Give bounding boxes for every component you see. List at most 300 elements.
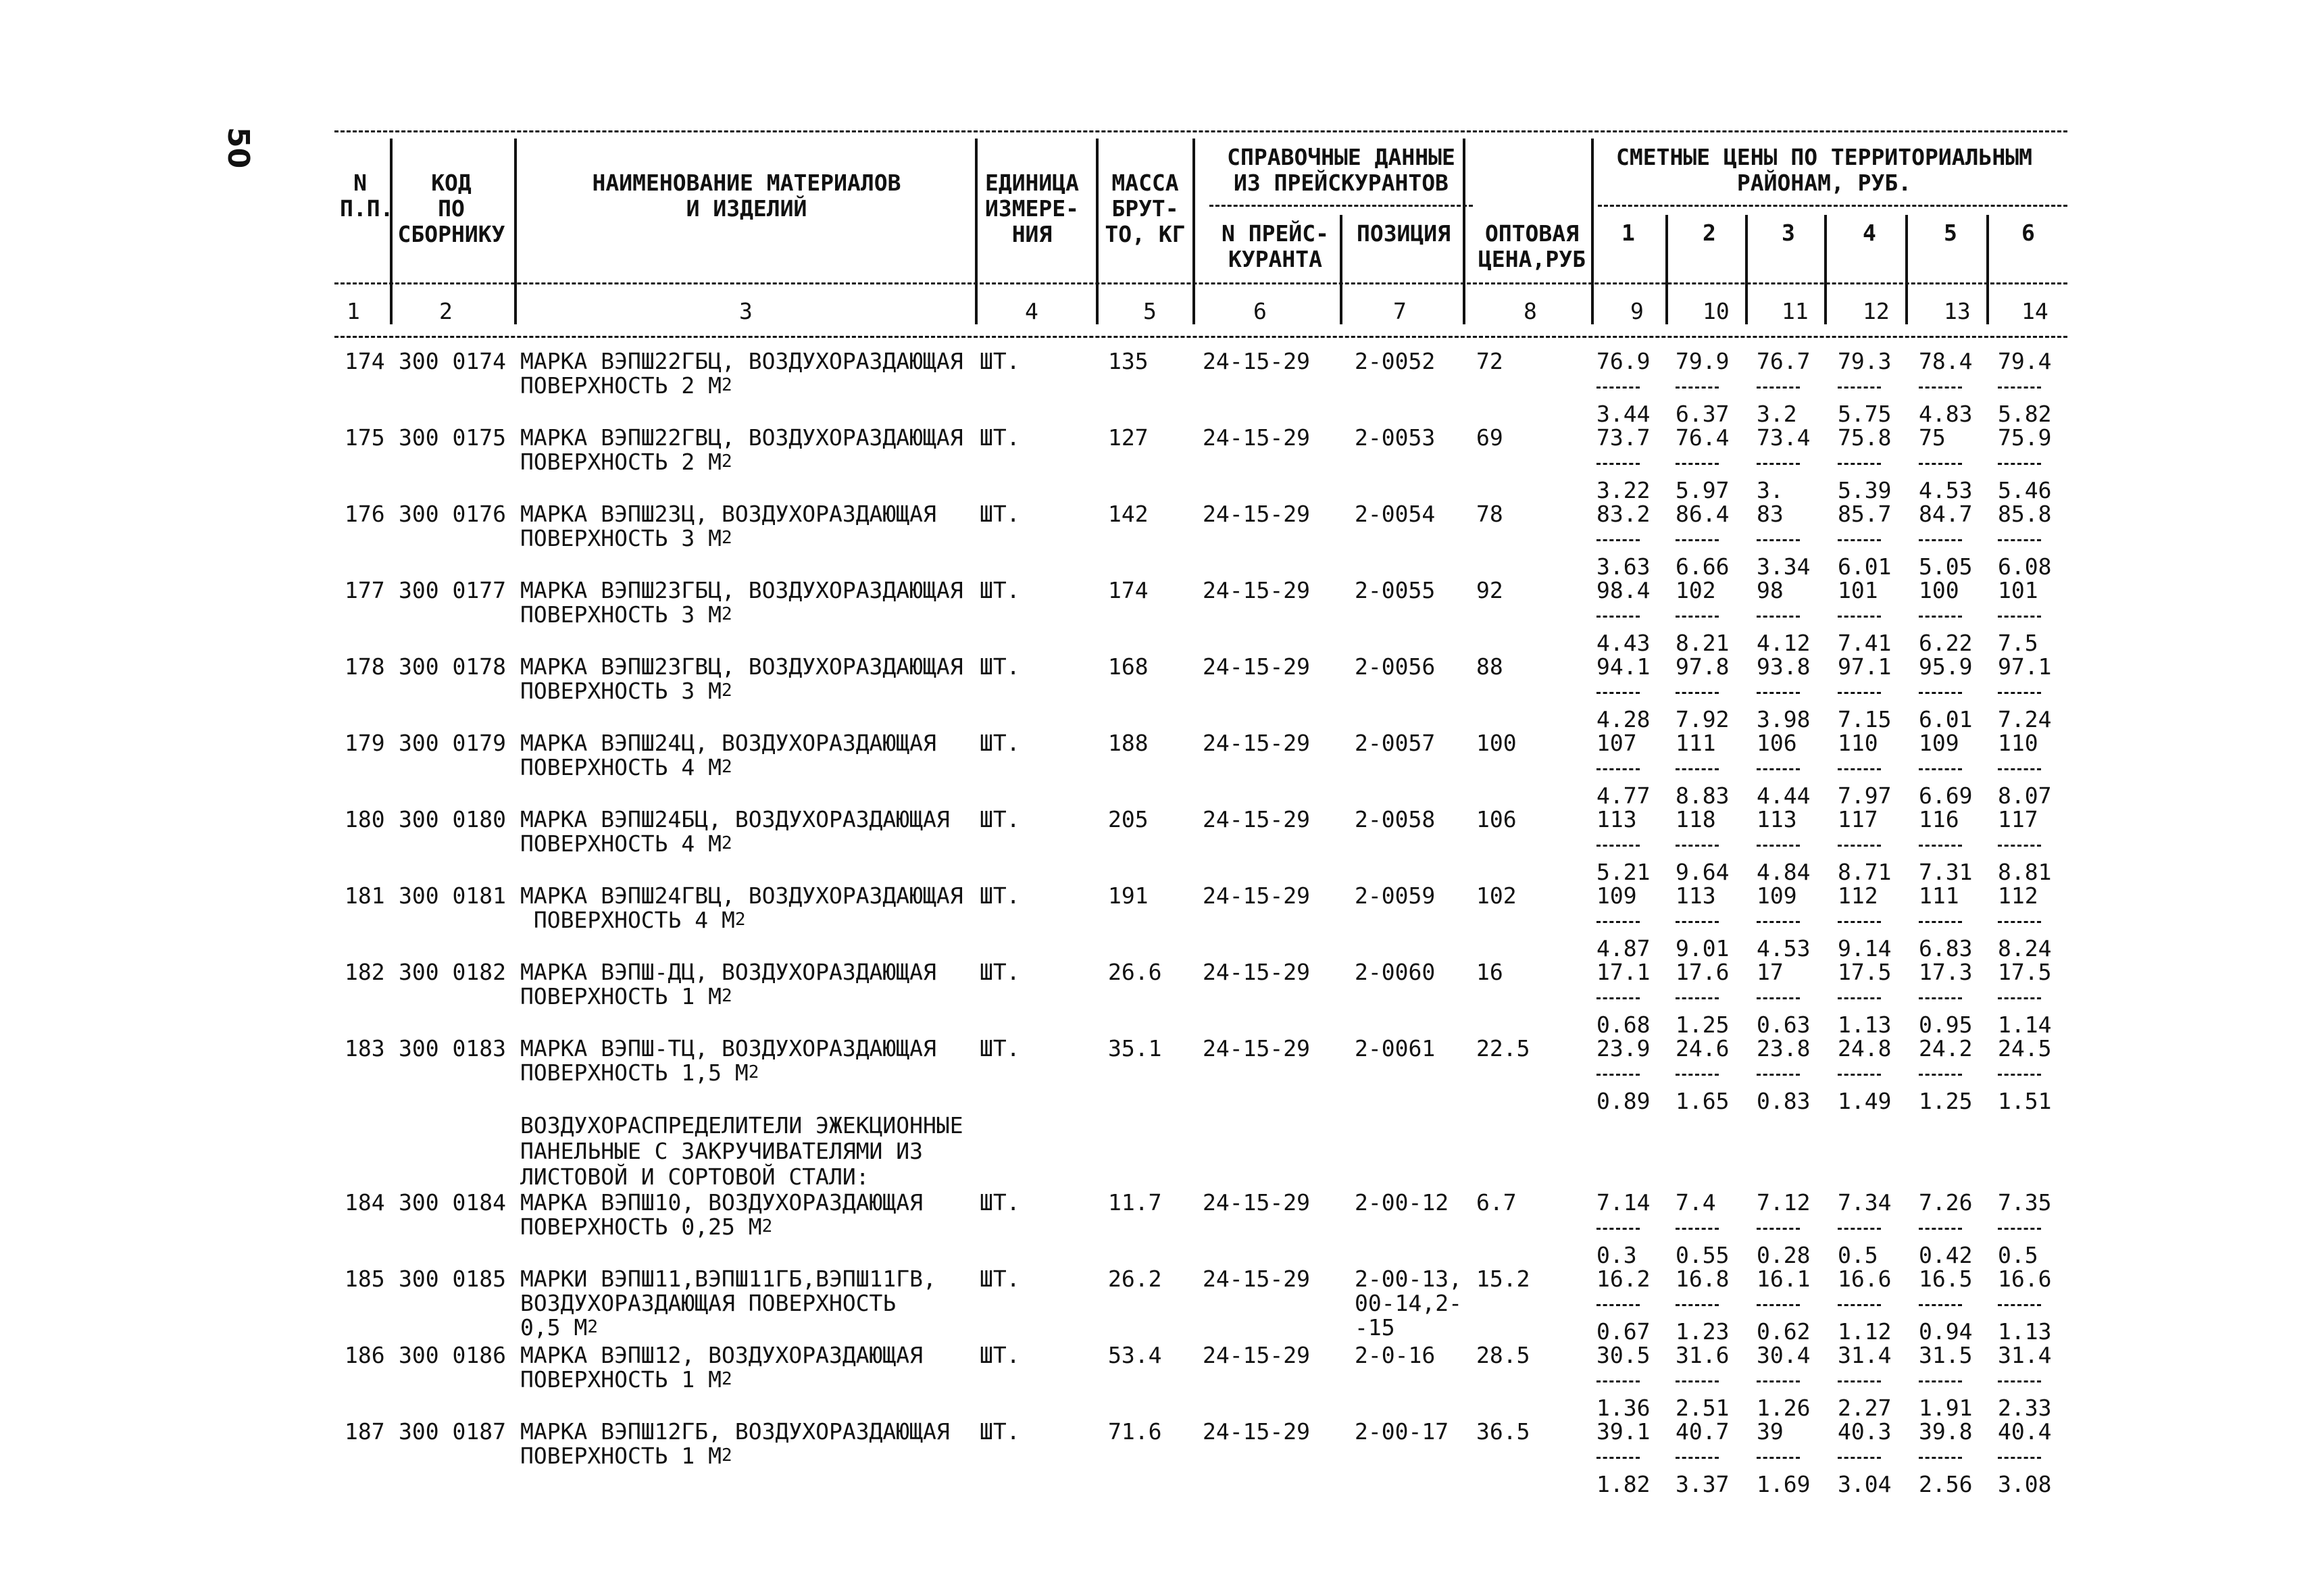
row-wholesale-price: 28.5: [1476, 1342, 1530, 1368]
fraction-line: [1998, 845, 2041, 847]
row-unit: ШТ.: [980, 1342, 1020, 1368]
row-wholesale-price: 72: [1476, 348, 1503, 374]
header-district: 6: [2021, 220, 2035, 246]
price-denominator: 8.81: [1998, 859, 2052, 885]
row-number: 187: [345, 1418, 385, 1445]
fraction-line: [1998, 1304, 2041, 1306]
column-number: 6: [1253, 298, 1267, 324]
row-number: 186: [345, 1342, 385, 1368]
fraction-line: [1596, 463, 1640, 465]
row-mass: 174: [1108, 577, 1149, 603]
column-number: 3: [739, 298, 753, 324]
fraction-line: [1676, 845, 1719, 847]
price-numerator: 16.1: [1757, 1266, 1811, 1292]
price-denominator: 6.08: [1998, 553, 2052, 580]
fraction-line: [1838, 692, 1881, 694]
column-number: 2: [439, 298, 453, 324]
price-numerator: 113: [1757, 806, 1797, 832]
fraction-line: [1998, 692, 2041, 694]
header-reference: СПРАВОЧНЫЕ ДАННЫЕ ИЗ ПРЕЙСКУРАНТОВ: [1227, 144, 1455, 196]
row-code: 300 0183: [399, 1035, 506, 1062]
price-numerator: 109: [1919, 730, 1959, 756]
fraction-line: [1596, 539, 1640, 541]
fraction-line: [1757, 997, 1800, 999]
row-name: МАРКА ВЭПШ24Ц, ВОЗДУХОРАЗДАЮЩАЯ: [520, 730, 936, 756]
row-wholesale-price: 92: [1476, 577, 1503, 603]
row-name-cont: ПОВЕРХНОСТЬ 3 $М^2$: [520, 601, 732, 628]
fraction-line: [1757, 539, 1800, 541]
price-numerator: 85.8: [1998, 501, 2052, 527]
rule-header-bottom: [334, 282, 2067, 284]
price-denominator: 1.49: [1838, 1088, 1892, 1114]
price-numerator: 7.35: [1998, 1189, 2052, 1216]
fraction-line: [1596, 692, 1640, 694]
fraction-line: [1676, 1228, 1719, 1230]
row-name: МАРКА ВЭПШ-ДЦ, ВОЗДУХОРАЗДАЮЩАЯ: [520, 959, 936, 985]
row-unit: ШТ.: [980, 424, 1020, 451]
price-numerator: 101: [1838, 577, 1878, 603]
row-code: 300 0182: [399, 959, 506, 985]
price-denominator: 9.14: [1838, 935, 1892, 962]
price-numerator: 31.4: [1998, 1342, 2052, 1368]
price-denominator: 1.82: [1596, 1471, 1651, 1497]
price-denominator: 0.83: [1757, 1088, 1811, 1114]
price-numerator: 39.1: [1596, 1418, 1651, 1445]
header-code: КОД ПО СБОРНИКУ: [397, 170, 505, 247]
fraction-line: [1998, 768, 2041, 770]
price-denominator: 8.07: [1998, 782, 2052, 809]
row-code: 300 0186: [399, 1342, 506, 1368]
price-denominator: 0.67: [1596, 1318, 1651, 1345]
price-denominator: 8.21: [1676, 630, 1730, 656]
price-denominator: 6.22: [1919, 630, 1973, 656]
row-unit: ШТ.: [980, 959, 1020, 985]
fraction-line: [1838, 616, 1881, 618]
row-unit: ШТ.: [980, 730, 1020, 756]
price-numerator: 17.6: [1676, 959, 1730, 985]
fraction-line: [1757, 845, 1800, 847]
price-denominator: 1.13: [1998, 1318, 2052, 1345]
row-mass: 191: [1108, 882, 1149, 909]
fraction-line: [1676, 539, 1719, 541]
price-denominator: 3.63: [1596, 553, 1651, 580]
price-denominator: 0.62: [1757, 1318, 1811, 1345]
price-denominator: 8.24: [1998, 935, 2052, 962]
row-wholesale-price: 78: [1476, 501, 1503, 527]
fraction-line: [1998, 921, 2041, 923]
price-numerator: 79.3: [1838, 348, 1892, 374]
row-position-cont: 00-14,2-: [1355, 1290, 1462, 1316]
price-numerator: 79.9: [1676, 348, 1730, 374]
fraction-line: [1596, 1074, 1640, 1076]
price-numerator: 75.9: [1998, 424, 2052, 451]
price-denominator: 1.14: [1998, 1012, 2052, 1038]
price-numerator: 98.4: [1596, 577, 1651, 603]
price-numerator: 84.7: [1919, 501, 1973, 527]
fraction-line: [1998, 997, 2041, 999]
row-mass: 26.2: [1108, 1266, 1162, 1292]
fraction-line: [1676, 463, 1719, 465]
fraction-line: [1676, 768, 1719, 770]
header-district: 5: [1944, 220, 1957, 246]
fraction-line: [1838, 921, 1881, 923]
fraction-line: [1919, 463, 1962, 465]
row-name-cont: ПОВЕРХНОСТЬ 2 $М^2$: [520, 372, 732, 399]
price-denominator: 2.51: [1676, 1395, 1730, 1421]
row-price-list: 24-15-29: [1203, 959, 1310, 985]
row-name: МАРКА ВЭПШ22ГБЦ, ВОЗДУХОРАЗДАЮЩАЯ: [520, 348, 963, 374]
fraction-line: [1919, 1228, 1962, 1230]
header-estimated-prices: СМЕТНЫЕ ЦЕНЫ ПО ТЕРРИТОРИАЛЬНЫМ РАЙОНАМ, РУБ.: [1616, 144, 2032, 196]
row-name-cont: ПОВЕРХНОСТЬ 4 $М^2$: [520, 754, 732, 780]
price-denominator: 3.37: [1676, 1471, 1730, 1497]
fraction-line: [1998, 539, 2041, 541]
price-denominator: 3.04: [1838, 1471, 1892, 1497]
column-divider: [1591, 139, 1594, 324]
fraction-line: [1757, 692, 1800, 694]
row-mass: 26.6: [1108, 959, 1162, 985]
price-numerator: 73.7: [1596, 424, 1651, 451]
price-denominator: 1.26: [1757, 1395, 1811, 1421]
fraction-line: [1676, 616, 1719, 618]
header-district: 4: [1863, 220, 1876, 246]
fraction-line: [1998, 1074, 2041, 1076]
fraction-line: [1919, 539, 1962, 541]
row-name-cont: 0,5 $М^2$: [520, 1314, 598, 1341]
price-denominator: 4.83: [1919, 401, 1973, 427]
column-number: 9: [1630, 298, 1644, 324]
row-name-cont: ВОЗДУХОРАЗДАЮЩАЯ ПОВЕРХНОСТЬ: [520, 1290, 897, 1316]
row-name-cont: ПОВЕРХНОСТЬ 4 $М^2$: [520, 830, 732, 857]
price-numerator: 76.9: [1596, 348, 1651, 374]
fraction-line: [1757, 921, 1800, 923]
fraction-line: [1838, 1380, 1881, 1382]
price-denominator: 4.44: [1757, 782, 1811, 809]
column-divider: [390, 139, 393, 324]
price-denominator: 4.53: [1757, 935, 1811, 962]
price-numerator: 7.26: [1919, 1189, 1973, 1216]
row-price-list: 24-15-29: [1203, 1342, 1310, 1368]
price-denominator: 6.01: [1838, 553, 1892, 580]
fraction-line: [1919, 386, 1962, 389]
row-name-cont: ПОВЕРХНОСТЬ 0,25 $М^2$: [520, 1214, 773, 1240]
column-divider: [1096, 139, 1099, 324]
fraction-line: [1838, 1228, 1881, 1230]
rule-reference: [1209, 205, 1473, 207]
row-number: 179: [345, 730, 385, 756]
price-denominator: 1.13: [1838, 1012, 1892, 1038]
price-denominator: 3.44: [1596, 401, 1651, 427]
row-name-cont: ПОВЕРХНОСТЬ 1,5 $М^2$: [520, 1059, 759, 1086]
column-divider: [1745, 215, 1748, 324]
row-price-list: 24-15-29: [1203, 1189, 1310, 1216]
price-numerator: 16.6: [1998, 1266, 2052, 1292]
row-mass: 53.4: [1108, 1342, 1162, 1368]
row-position: 2-0055: [1355, 577, 1436, 603]
row-unit: ШТ.: [980, 577, 1020, 603]
price-denominator: 5.21: [1596, 859, 1651, 885]
price-numerator: 76.4: [1676, 424, 1730, 451]
price-numerator: 95.9: [1919, 653, 1973, 680]
fraction-line: [1676, 1457, 1719, 1459]
column-divider: [1986, 215, 1989, 324]
fraction-line: [1757, 386, 1800, 389]
header-price-list: N ПРЕЙС- КУРАНТА: [1222, 220, 1329, 272]
header-district: 3: [1782, 220, 1795, 246]
row-unit: ШТ.: [980, 882, 1020, 909]
fraction-line: [1757, 1228, 1800, 1230]
fraction-line: [1676, 1380, 1719, 1382]
fraction-line: [1676, 1304, 1719, 1306]
row-position: 2-00-12: [1355, 1189, 1449, 1216]
header-mass: МАССА БРУТ- ТО, КГ: [1105, 170, 1186, 247]
row-number: 183: [345, 1035, 385, 1062]
row-mass: 135: [1108, 348, 1149, 374]
price-numerator: 31.6: [1676, 1342, 1730, 1368]
price-numerator: 97.1: [1998, 653, 2052, 680]
row-mass: 11.7: [1108, 1189, 1162, 1216]
price-denominator: 1.25: [1919, 1088, 1973, 1114]
row-unit: ШТ.: [980, 348, 1020, 374]
fraction-line: [1919, 616, 1962, 618]
fraction-line: [1757, 1074, 1800, 1076]
row-number: 178: [345, 653, 385, 680]
row-position: 2-0059: [1355, 882, 1436, 909]
price-numerator: 113: [1596, 806, 1637, 832]
price-denominator: 3.: [1757, 477, 1784, 503]
fraction-line: [1596, 1304, 1640, 1306]
row-position: 2-0058: [1355, 806, 1436, 832]
rule-column-numbers: [334, 336, 2067, 338]
price-numerator: 100: [1919, 577, 1959, 603]
price-denominator: 7.31: [1919, 859, 1973, 885]
row-code: 300 0187: [399, 1418, 506, 1445]
row-unit: ШТ.: [980, 1266, 1020, 1292]
fraction-line: [1838, 539, 1881, 541]
price-denominator: 4.53: [1919, 477, 1973, 503]
price-denominator: 3.08: [1998, 1471, 2052, 1497]
price-denominator: 2.33: [1998, 1395, 2052, 1421]
price-denominator: 2.27: [1838, 1395, 1892, 1421]
price-denominator: 0.3: [1596, 1242, 1637, 1268]
column-divider: [975, 139, 978, 324]
price-numerator: 109: [1757, 882, 1797, 909]
header-position: ПОЗИЦИЯ: [1356, 220, 1451, 247]
row-wholesale-price: 69: [1476, 424, 1503, 451]
column-number: 7: [1393, 298, 1407, 324]
price-numerator: 76.7: [1757, 348, 1811, 374]
price-numerator: 30.5: [1596, 1342, 1651, 1368]
row-number: 176: [345, 501, 385, 527]
fraction-line: [1757, 1304, 1800, 1306]
price-denominator: 4.28: [1596, 706, 1651, 732]
price-numerator: 109: [1596, 882, 1637, 909]
row-number: 185: [345, 1266, 385, 1292]
price-numerator: 83: [1757, 501, 1784, 527]
fraction-line: [1919, 1074, 1962, 1076]
price-denominator: 5.75: [1838, 401, 1892, 427]
fraction-line: [1998, 386, 2041, 389]
price-numerator: 31.4: [1838, 1342, 1892, 1368]
fraction-line: [1596, 1228, 1640, 1230]
row-code: 300 0174: [399, 348, 506, 374]
price-numerator: 16.8: [1676, 1266, 1730, 1292]
row-mass: 127: [1108, 424, 1149, 451]
price-denominator: 3.98: [1757, 706, 1811, 732]
row-code: 300 0175: [399, 424, 506, 451]
price-numerator: 17.5: [1998, 959, 2052, 985]
row-wholesale-price: 16: [1476, 959, 1503, 985]
price-numerator: 24.8: [1838, 1035, 1892, 1062]
row-name-cont: ПОВЕРХНОСТЬ 3 $М^2$: [520, 525, 732, 551]
row-number: 181: [345, 882, 385, 909]
row-mass: 168: [1108, 653, 1149, 680]
price-denominator: 0.63: [1757, 1012, 1811, 1038]
fraction-line: [1919, 1457, 1962, 1459]
row-position: 2-0053: [1355, 424, 1436, 451]
fraction-line: [1919, 768, 1962, 770]
row-position: 2-0-16: [1355, 1342, 1436, 1368]
row-price-list: 24-15-29: [1203, 806, 1310, 832]
price-denominator: 7.5: [1998, 630, 2038, 656]
row-price-list: 24-15-29: [1203, 424, 1310, 451]
price-denominator: 0.55: [1676, 1242, 1730, 1268]
price-denominator: 4.77: [1596, 782, 1651, 809]
row-position: 2-0061: [1355, 1035, 1436, 1062]
price-numerator: 40.7: [1676, 1418, 1730, 1445]
price-numerator: 7.34: [1838, 1189, 1892, 1216]
price-numerator: 17.1: [1596, 959, 1651, 985]
price-denominator: 1.91: [1919, 1395, 1973, 1421]
row-name: МАРКИ ВЭПШ11,ВЭПШ11ГБ,ВЭПШ11ГВ,: [520, 1266, 936, 1292]
price-numerator: 112: [1838, 882, 1878, 909]
row-code: 300 0176: [399, 501, 506, 527]
price-denominator: 0.68: [1596, 1012, 1651, 1038]
row-mass: 188: [1108, 730, 1149, 756]
fraction-line: [1676, 1074, 1719, 1076]
row-unit: ШТ.: [980, 1189, 1020, 1216]
price-numerator: 102: [1676, 577, 1716, 603]
price-denominator: 4.12: [1757, 630, 1811, 656]
row-mass: 205: [1108, 806, 1149, 832]
row-price-list: 24-15-29: [1203, 577, 1310, 603]
price-denominator: 7.24: [1998, 706, 2052, 732]
fraction-line: [1919, 845, 1962, 847]
price-denominator: 5.05: [1919, 553, 1973, 580]
price-numerator: 17: [1757, 959, 1784, 985]
row-name-cont: ПОВЕРХНОСТЬ 4 $М^2$: [520, 907, 746, 933]
price-denominator: 3.2: [1757, 401, 1797, 427]
fraction-line: [1838, 997, 1881, 999]
row-name: МАРКА ВЭПШ10, ВОЗДУХОРАЗДАЮЩАЯ: [520, 1189, 924, 1216]
fraction-line: [1596, 845, 1640, 847]
price-denominator: 3.22: [1596, 477, 1651, 503]
row-wholesale-price: 106: [1476, 806, 1517, 832]
price-denominator: 3.34: [1757, 553, 1811, 580]
row-name: МАРКА ВЭПШ24ГВЦ, ВОЗДУХОРАЗДАЮЩАЯ: [520, 882, 963, 909]
row-code: 300 0184: [399, 1189, 506, 1216]
row-price-list: 24-15-29: [1203, 1418, 1310, 1445]
row-code: 300 0180: [399, 806, 506, 832]
row-wholesale-price: 22.5: [1476, 1035, 1530, 1062]
row-name: МАРКА ВЭПШ23ГБЦ, ВОЗДУХОРАЗДАЮЩАЯ: [520, 577, 963, 603]
row-wholesale-price: 102: [1476, 882, 1517, 909]
price-numerator: 111: [1919, 882, 1959, 909]
fraction-line: [1757, 768, 1800, 770]
fraction-line: [1998, 463, 2041, 465]
price-numerator: 40.3: [1838, 1418, 1892, 1445]
price-denominator: 8.83: [1676, 782, 1730, 809]
row-code: 300 0177: [399, 577, 506, 603]
fraction-line: [1596, 1380, 1640, 1382]
row-name-cont: ПОВЕРХНОСТЬ 3 $М^2$: [520, 678, 732, 704]
column-divider: [1905, 215, 1908, 324]
price-denominator: 0.28: [1757, 1242, 1811, 1268]
row-position: 2-0057: [1355, 730, 1436, 756]
fraction-line: [1919, 997, 1962, 999]
price-denominator: 0.42: [1919, 1242, 1973, 1268]
fraction-line: [1596, 386, 1640, 389]
row-mass: 71.6: [1108, 1418, 1162, 1445]
price-numerator: 17.3: [1919, 959, 1973, 985]
fraction-line: [1838, 768, 1881, 770]
price-numerator: 16.2: [1596, 1266, 1651, 1292]
column-number: 14: [2021, 298, 2048, 324]
price-denominator: 1.12: [1838, 1318, 1892, 1345]
price-numerator: 24.2: [1919, 1035, 1973, 1062]
price-numerator: 107: [1596, 730, 1637, 756]
row-price-list: 24-15-29: [1203, 730, 1310, 756]
header-district: 2: [1703, 220, 1716, 246]
column-number: 10: [1703, 298, 1730, 324]
fraction-line: [1919, 1304, 1962, 1306]
price-denominator: 1.51: [1998, 1088, 2052, 1114]
row-unit: ШТ.: [980, 806, 1020, 832]
row-mass: 35.1: [1108, 1035, 1162, 1062]
fraction-line: [1757, 1380, 1800, 1382]
row-name: МАРКА ВЭПШ12, ВОЗДУХОРАЗДАЮЩАЯ: [520, 1342, 924, 1368]
fraction-line: [1757, 616, 1800, 618]
price-denominator: 5.39: [1838, 477, 1892, 503]
price-numerator: 24.6: [1676, 1035, 1730, 1062]
price-numerator: 40.4: [1998, 1418, 2052, 1445]
price-denominator: 5.46: [1998, 477, 2052, 503]
row-name: МАРКА ВЭПШ24БЦ, ВОЗДУХОРАЗДАЮЩАЯ: [520, 806, 950, 832]
price-numerator: 101: [1998, 577, 2038, 603]
price-numerator: 110: [1998, 730, 2038, 756]
fraction-line: [1838, 463, 1881, 465]
row-unit: ШТ.: [980, 1035, 1020, 1062]
row-position: 2-0056: [1355, 653, 1436, 680]
price-denominator: 1.69: [1757, 1471, 1811, 1497]
price-numerator: 112: [1998, 882, 2038, 909]
fraction-line: [1998, 616, 2041, 618]
price-denominator: 5.97: [1676, 477, 1730, 503]
price-numerator: 110: [1838, 730, 1878, 756]
price-numerator: 31.5: [1919, 1342, 1973, 1368]
fraction-line: [1596, 616, 1640, 618]
row-name: МАРКА ВЭПШ-ТЦ, ВОЗДУХОРАЗДАЮЩАЯ: [520, 1035, 936, 1062]
fraction-line: [1596, 1457, 1640, 1459]
column-divider: [1665, 215, 1668, 324]
row-wholesale-price: 36.5: [1476, 1418, 1530, 1445]
rule-top: [334, 130, 2067, 132]
row-number: 174: [345, 348, 385, 374]
price-denominator: 0.95: [1919, 1012, 1973, 1038]
row-wholesale-price: 15.2: [1476, 1266, 1530, 1292]
price-denominator: 6.01: [1919, 706, 1973, 732]
price-denominator: 1.25: [1676, 1012, 1730, 1038]
